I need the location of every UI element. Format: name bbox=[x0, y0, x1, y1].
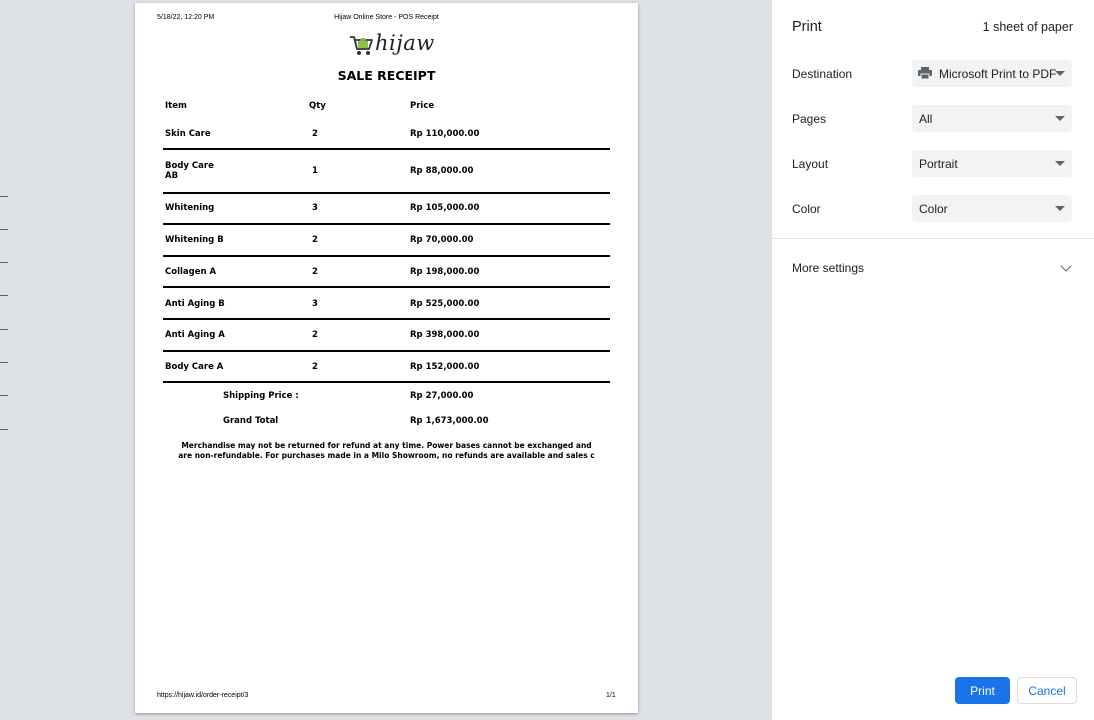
bg-line bbox=[0, 196, 8, 197]
item-name: Whitening B bbox=[165, 235, 224, 245]
destination-label: Destination bbox=[792, 67, 853, 81]
chevron-down-icon[interactable] bbox=[1060, 260, 1071, 271]
panel-title: Print bbox=[792, 19, 822, 35]
bg-line bbox=[0, 395, 8, 396]
page-footer-url: https://hijaw.id/order-receipt/3 bbox=[157, 692, 249, 699]
shopping-cart-icon bbox=[349, 33, 375, 59]
item-qty: 2 bbox=[312, 267, 318, 277]
destination-value: Microsoft Print to PDF bbox=[939, 67, 1057, 81]
row-divider bbox=[163, 286, 610, 288]
item-price: Rp 110,000.00 bbox=[410, 129, 480, 139]
item-price: Rp 398,000.00 bbox=[410, 330, 480, 340]
hijaw-logo bbox=[349, 31, 435, 59]
cancel-button[interactable]: Cancel bbox=[1017, 677, 1077, 704]
bg-line bbox=[0, 262, 8, 263]
page-footer-page-number: 1/1 bbox=[606, 692, 616, 699]
item-price: Rp 70,000.00 bbox=[410, 235, 474, 245]
pages-value: All bbox=[919, 112, 933, 126]
more-settings-toggle[interactable]: More settings bbox=[792, 261, 865, 275]
row-divider bbox=[163, 350, 610, 352]
sheet-count: 1 sheet of paper bbox=[982, 20, 1073, 34]
column-header-qty: Qty bbox=[309, 101, 326, 111]
item-name: Whitening bbox=[165, 203, 215, 213]
row-divider bbox=[163, 381, 610, 383]
item-name: Body Care A bbox=[165, 362, 224, 372]
bg-line bbox=[0, 295, 8, 296]
print-settings-panel bbox=[771, 0, 1094, 720]
row-divider bbox=[163, 255, 610, 257]
destination-select[interactable] bbox=[912, 60, 1072, 87]
item-qty: 1 bbox=[312, 166, 318, 176]
item-qty: 3 bbox=[312, 299, 318, 309]
shipping-label: Shipping Price : bbox=[223, 391, 299, 401]
item-price: Rp 525,000.00 bbox=[410, 299, 480, 309]
layout-label: Layout bbox=[792, 157, 829, 171]
column-header-item: Item bbox=[165, 101, 187, 111]
row-divider bbox=[163, 192, 610, 194]
page-header-title: Hijaw Online Store - POS Receipt bbox=[334, 14, 439, 21]
pages-select[interactable] bbox=[912, 105, 1072, 132]
bg-line bbox=[0, 429, 8, 430]
panel-divider bbox=[772, 238, 1094, 239]
item-name: Anti Aging B bbox=[165, 299, 225, 309]
dropdown-caret-icon bbox=[1055, 116, 1065, 121]
pages-label: Pages bbox=[792, 112, 827, 126]
row-divider bbox=[163, 223, 610, 225]
item-price: Rp 88,000.00 bbox=[410, 166, 474, 176]
dropdown-caret-icon bbox=[1055, 161, 1065, 166]
bg-line bbox=[0, 229, 8, 230]
grand-total-value: Rp 1,673,000.00 bbox=[410, 416, 489, 426]
color-value: Color bbox=[919, 202, 948, 216]
disclaimer-text: Merchandise may not be returned for refund at any time. Power bases cannot be exchanged and are non-refundable. For purchases made in a Milo Showroom, no refunds are available and sales c bbox=[178, 441, 595, 460]
item-qty: 2 bbox=[312, 330, 318, 340]
row-divider bbox=[163, 148, 610, 150]
print-button[interactable]: Print bbox=[955, 677, 1010, 704]
item-name: Skin Care bbox=[165, 129, 211, 139]
layout-select[interactable] bbox=[912, 150, 1072, 177]
item-qty: 2 bbox=[312, 129, 318, 139]
preview-page bbox=[135, 3, 638, 713]
row-divider bbox=[163, 318, 610, 320]
item-qty: 2 bbox=[312, 235, 318, 245]
color-select[interactable] bbox=[912, 195, 1072, 222]
shipping-value: Rp 27,000.00 bbox=[410, 391, 474, 401]
item-price: Rp 198,000.00 bbox=[410, 267, 480, 277]
bg-line bbox=[0, 329, 8, 330]
item-qty: 3 bbox=[312, 203, 318, 213]
dropdown-caret-icon bbox=[1055, 71, 1065, 76]
item-qty: 2 bbox=[312, 362, 318, 372]
column-header-price: Price bbox=[410, 101, 435, 111]
layout-value: Portrait bbox=[919, 157, 958, 171]
item-name: Anti Aging A bbox=[165, 330, 225, 340]
color-label: Color bbox=[792, 202, 821, 216]
logo-text: hijaw bbox=[375, 31, 435, 55]
item-price: Rp 152,000.00 bbox=[410, 362, 480, 372]
bg-line bbox=[0, 362, 8, 363]
item-name: Body Care AB bbox=[165, 161, 214, 181]
page-header-date: 5/18/22, 12:20 PM bbox=[157, 14, 215, 21]
item-price: Rp 105,000.00 bbox=[410, 203, 480, 213]
printer-icon bbox=[918, 67, 932, 79]
dropdown-caret-icon bbox=[1055, 206, 1065, 211]
item-name: Collagen A bbox=[165, 267, 217, 277]
receipt-title: SALE RECEIPT bbox=[337, 68, 436, 83]
grand-total-label: Grand Total bbox=[223, 416, 279, 426]
